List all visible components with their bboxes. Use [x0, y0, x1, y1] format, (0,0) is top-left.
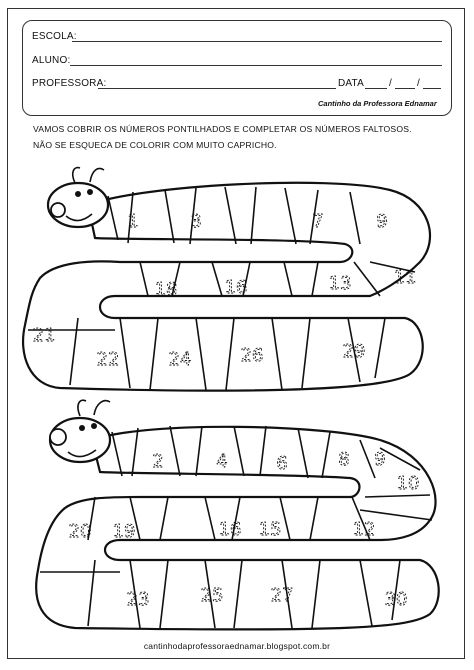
footer-url: cantinhodaprofessoraednamar.blogspot.com.br: [143, 641, 331, 651]
worm-2-row4-num-23: 23: [126, 589, 150, 610]
date-sep-2: /: [417, 78, 420, 89]
worm-1-antenna: [73, 168, 80, 183]
worm-2-row1-num-4: 4: [216, 451, 228, 472]
instruction-line-2: NÃO SE ESQUECA DE COLORIR COM MUITO CAPRICHO.: [33, 140, 277, 150]
date-sep-1: /: [389, 78, 392, 89]
worm-1-row3-num-29: 29: [342, 341, 366, 362]
worm-2-row3-num-12: 12: [352, 519, 376, 540]
worm-1-antenna-2: [90, 169, 104, 183]
worm-1-row3-num-22: 22: [96, 349, 120, 370]
credit-text: Cantinho da Professora Ednamar: [318, 99, 437, 108]
worm-1-eye-2: [87, 189, 93, 195]
worm-2-nose: [50, 429, 66, 445]
school-label: ESCOLA:: [32, 31, 77, 42]
worm-2-row4-num-27: 27: [270, 585, 294, 606]
date-label: DATA: [338, 78, 364, 89]
worm-2-row1-num-9: 9: [374, 449, 386, 470]
worm-2-antenna-2: [94, 401, 110, 415]
instruction-line-1: VAMOS COBRIR OS NÚMEROS PONTILHADOS E COMPLETAR OS NÚMEROS FALTOSOS.: [33, 124, 412, 134]
worm-1-row1-num-9: 9: [376, 211, 388, 232]
worm-2-row3-num-15: 15: [258, 519, 282, 540]
worm-1-row3-num-24: 24: [168, 349, 192, 370]
worm-1: [23, 168, 430, 391]
worm-2: [36, 400, 439, 629]
worm-2-row3-num-19: 19: [112, 521, 136, 542]
worm-2-row3-num-16: 16: [218, 519, 242, 540]
worm-1-row1-num-1: 1: [127, 211, 139, 232]
student-label: ALUNO:: [32, 55, 71, 66]
worm-2-row4-num-30: 30: [384, 589, 408, 610]
worm-1-row2-num-18: 18: [154, 279, 178, 300]
worm-2-row1-num-8: 8: [338, 449, 350, 470]
worm-2-row2-num-10: 10: [396, 473, 420, 494]
worm-1-row3-num-26: 26: [240, 345, 264, 366]
worm-2-eye: [79, 425, 85, 431]
worm-2-row3-num-20: 20: [68, 521, 92, 542]
worm-1-eye: [75, 191, 81, 197]
worm-1-row3-num-21: 21: [32, 325, 56, 346]
worm-1-nose: [51, 203, 65, 217]
worm-1-row2-num-16: 16: [224, 277, 248, 298]
worm-2-eye-2: [91, 423, 97, 429]
teacher-label: PROFESSORA:: [32, 78, 107, 89]
worm-2-row1-num-2: 2: [152, 451, 164, 472]
worm-1-row1-num-3: 3: [190, 211, 202, 232]
worm-1-row2-num-11: 11: [393, 267, 417, 288]
worm-2-row4-num-25: 25: [200, 585, 224, 606]
worm-2-antenna: [78, 400, 86, 416]
worm-1-row1-num-7: 7: [312, 211, 324, 232]
worm-1-row2-num-13: 13: [328, 273, 352, 294]
worm-2-row1-num-6: 6: [276, 453, 288, 474]
